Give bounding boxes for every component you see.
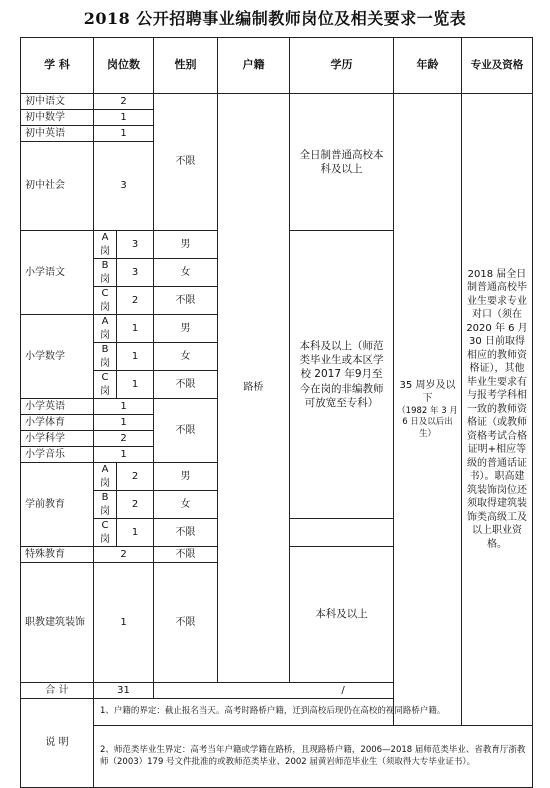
header-gender: 性别 <box>154 38 218 94</box>
subject-cell: 小学体育 <box>21 415 94 431</box>
subject-cell: 初中语文 <box>21 94 94 110</box>
count-cell: 1 <box>117 315 154 343</box>
post-cell: C 岗 <box>94 371 117 399</box>
gender-cell: 不限 <box>154 371 218 399</box>
total-row <box>21 683 533 699</box>
count-cell: 2 <box>117 463 154 491</box>
note-row <box>21 699 533 726</box>
subject-cell: 小学英语 <box>21 399 94 415</box>
subject-cell: 小学科学 <box>21 431 94 447</box>
header-domicile: 户籍 <box>218 38 290 94</box>
post-cell: B 岗 <box>94 343 117 371</box>
count-cell: 3 <box>117 231 154 259</box>
count-cell: 1 <box>94 563 154 683</box>
gender-cell: 男 <box>154 463 218 491</box>
age-birthdate: （1982 年 3 月 6 日及以后出生） <box>397 405 458 439</box>
major-requirement-cell: 2018 届全日制普通高校毕业生要求专业对口（须在 2020 年 6 月 30 日前取得相应的教师资格证），其他毕业生要求有与报考学科相一致的教师资格证（或教师资格考试合格证明+相应等级的普通话证书）。职高建筑装饰岗位还须取得建筑装饰类高级工及以上职业资格。 <box>462 94 533 726</box>
count-cell: 1 <box>94 399 154 415</box>
count-cell: 2 <box>94 547 154 563</box>
gender-cell: 男 <box>154 231 218 259</box>
header-row <box>21 38 533 94</box>
subject-cell: 职教建筑装饰 <box>21 563 94 683</box>
total-count: 31 <box>94 683 154 699</box>
note-row <box>21 726 533 788</box>
education-cell: 本科及以上 <box>290 547 394 683</box>
count-cell: 1 <box>94 126 154 142</box>
count-cell: 3 <box>94 142 154 231</box>
subject-cell: 学前教育 <box>21 463 94 547</box>
post-cell: A 岗 <box>94 231 117 259</box>
gender-cell: 不限 <box>154 94 218 231</box>
header-subject: 学 科 <box>21 38 94 94</box>
post-cell: A 岗 <box>94 315 117 343</box>
gender-cell: 女 <box>154 343 218 371</box>
count-cell: 2 <box>94 431 154 447</box>
post-cell: C 岗 <box>94 519 117 547</box>
age-limit: 35 周岁及以下 <box>399 379 456 405</box>
total-rest: / <box>154 683 533 699</box>
gender-cell: 不限 <box>154 563 218 683</box>
header-major: 专业及资格 <box>462 38 533 94</box>
subject-cell: 小学语文 <box>21 231 94 315</box>
count-cell: 1 <box>117 519 154 547</box>
note-2: 2、师范类毕业生界定：高考当年户籍或学籍在路桥，且现路桥户籍，2006—2018 届师范类毕业、省教育厅浙教师（2003）179 号文件批准的或教师范类毕业、2002 届黄岩师范毕业生（须取得大专毕业证书）。 <box>94 726 533 788</box>
post-cell: B 岗 <box>94 491 117 519</box>
count-cell: 1 <box>117 371 154 399</box>
subject-cell: 初中数学 <box>21 110 94 126</box>
note-1: 1、户籍的界定：截止报名当天。高考时路桥户籍，迁到高校后现仍在高校的视同路桥户籍。 <box>94 699 533 726</box>
count-cell: 2 <box>117 287 154 315</box>
total-label: 合 计 <box>21 683 94 699</box>
age-cell <box>394 94 462 726</box>
count-cell: 3 <box>117 259 154 287</box>
domicile-cell: 路桥 <box>218 94 290 683</box>
gender-cell: 不限 <box>154 519 218 547</box>
post-cell: B 岗 <box>94 259 117 287</box>
gender-cell: 不限 <box>154 287 218 315</box>
gender-cell: 男 <box>154 315 218 343</box>
subject-cell: 小学音乐 <box>21 447 94 463</box>
education-cell: 本科及以上（师范类毕业生或本区学校 2017 年9月至今在岗的非编教师可放宽至专科） <box>290 231 394 519</box>
education-cell: 全日制普通高校本科及以上 <box>290 94 394 231</box>
gender-cell: 不限 <box>154 399 218 463</box>
subject-cell: 特殊教育 <box>21 547 94 563</box>
post-cell: A 岗 <box>94 463 117 491</box>
count-cell: 1 <box>94 447 154 463</box>
count-cell: 1 <box>117 343 154 371</box>
header-education: 学历 <box>290 38 394 94</box>
gender-cell: 女 <box>154 259 218 287</box>
notes-label: 说 明 <box>21 699 94 788</box>
subject-cell: 初中英语 <box>21 126 94 142</box>
subject-cell: 初中社会 <box>21 142 94 231</box>
post-cell: C 岗 <box>94 287 117 315</box>
count-cell: 2 <box>94 94 154 110</box>
count-cell: 2 <box>117 491 154 519</box>
subject-cell: 小学数学 <box>21 315 94 399</box>
header-age: 年龄 <box>394 38 462 94</box>
page-title: 2018 公开招聘事业编制教师岗位及相关要求一览表 <box>83 9 467 28</box>
gender-cell: 女 <box>154 491 218 519</box>
table-row <box>21 94 533 110</box>
count-cell: 1 <box>94 110 154 126</box>
recruitment-table <box>20 37 533 788</box>
count-cell: 1 <box>94 415 154 431</box>
gender-cell: 不限 <box>154 547 218 563</box>
header-count: 岗位数 <box>94 38 154 94</box>
